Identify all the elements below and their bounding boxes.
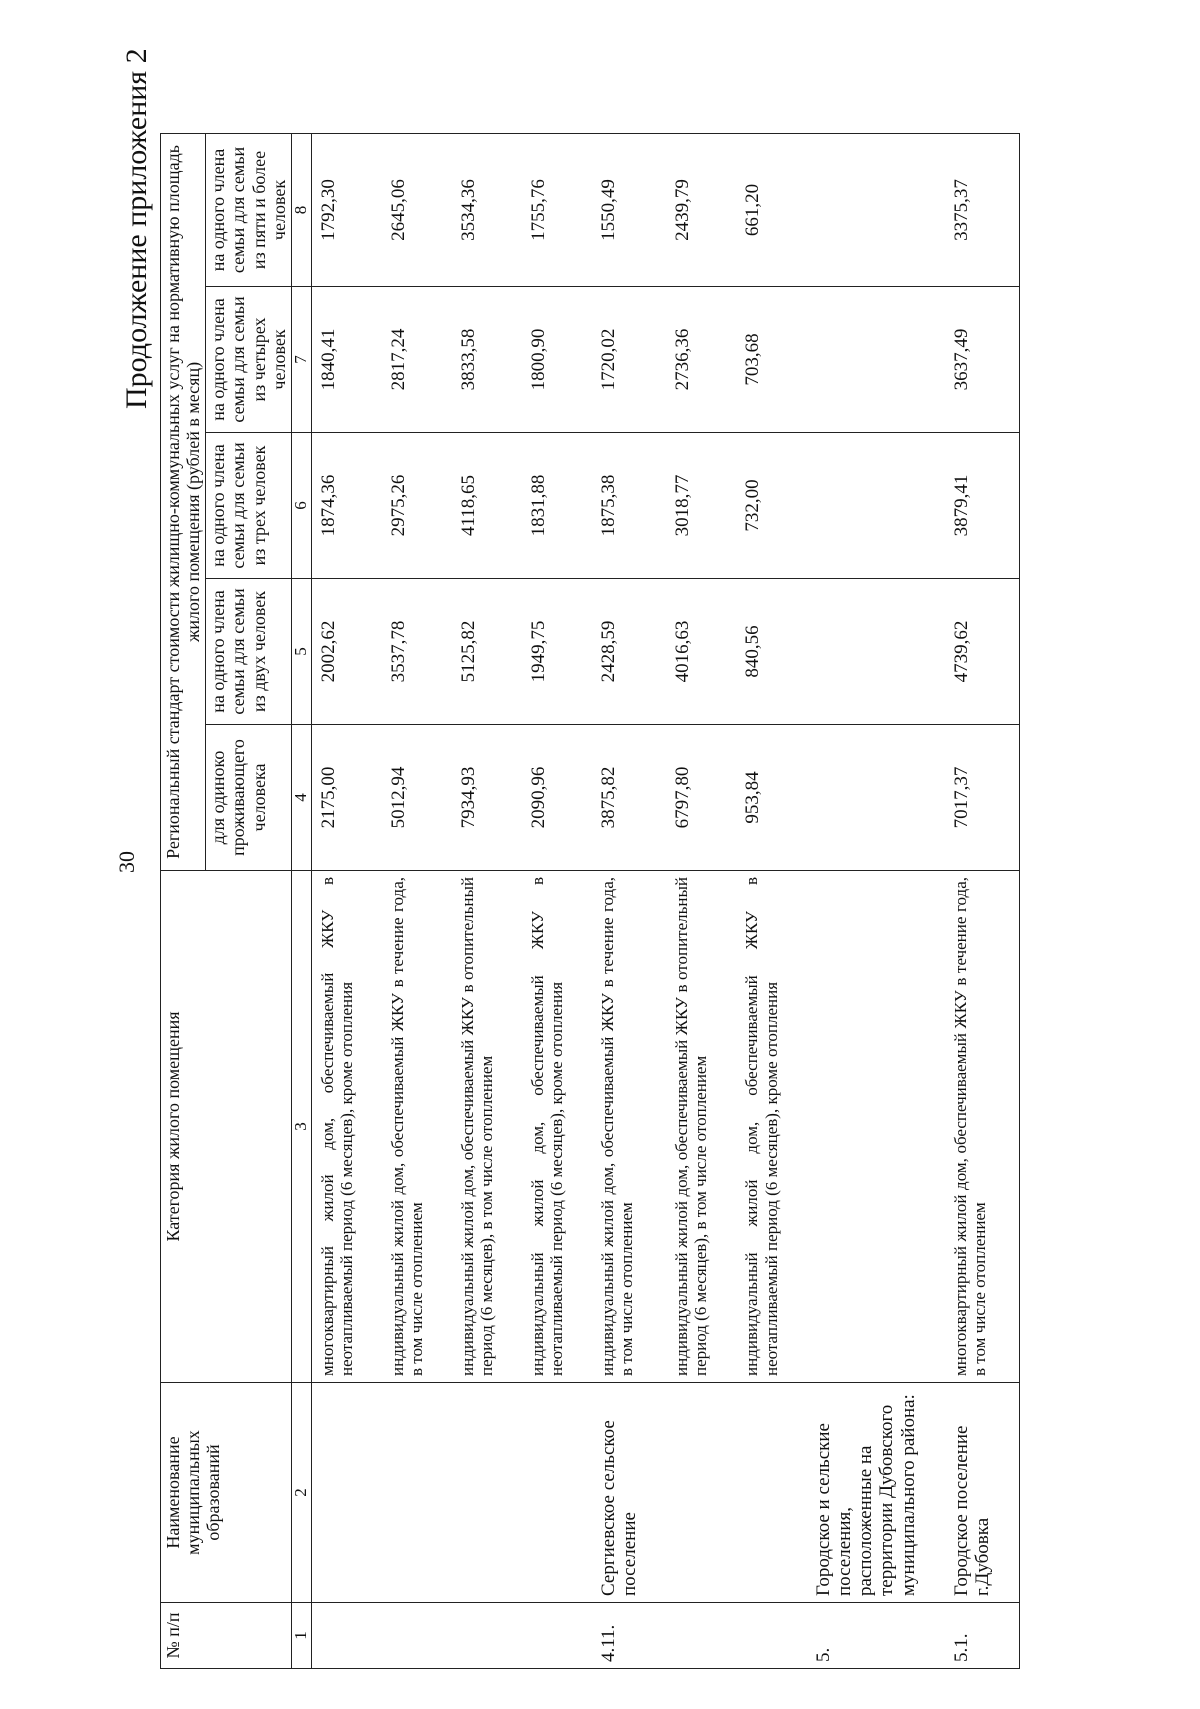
value-family-4: 3833,58 — [452, 287, 522, 433]
value-family-3: 4118,65 — [452, 433, 522, 579]
row-number — [452, 1603, 522, 1669]
header-col8: на одного члена семьи для семьи из пяти и более человек — [206, 133, 292, 286]
row-number: 5.1. — [945, 1603, 1020, 1669]
table-row — [382, 133, 452, 1668]
row-number — [522, 1603, 592, 1669]
value-family-3: 2975,26 — [382, 433, 452, 579]
housing-category: индивидуальный жилой дом, обеспечиваемый ЖКУ в неотапливаемый период (6 месяцев), кроме отопления — [522, 871, 592, 1383]
header-no: № п/п — [161, 1603, 292, 1669]
row-number: 5. — [807, 1603, 945, 1669]
value-family-4: 1800,90 — [522, 287, 592, 433]
page-number: 30 — [114, 851, 139, 873]
value-family-5plus: 3534,36 — [452, 133, 522, 286]
municipality-name — [452, 1383, 522, 1603]
municipality-name — [666, 1383, 736, 1603]
table-row — [807, 133, 945, 1668]
municipality-name — [311, 1383, 382, 1603]
row-number — [382, 1603, 452, 1669]
value-family-3: 3018,77 — [666, 433, 736, 579]
value-family-4: 2817,24 — [382, 287, 452, 433]
housing-category: индивидуальный жилой дом, обеспечиваемый ЖКУ в отопительный период (6 месяцев), в том числе отоплением — [452, 871, 522, 1383]
municipality-name — [522, 1383, 592, 1603]
housing-category: многоквартирный жилой дом, обеспечиваемый ЖКУ в течение года, в том числе отоплением — [945, 871, 1020, 1383]
value-family-4: 1840,41 — [311, 287, 382, 433]
value-single: 3875,82 — [592, 725, 667, 871]
value-family-4: 3637,49 — [945, 287, 1020, 433]
header-col4: для одиноко проживающего человека — [206, 725, 292, 871]
housing-category: многоквартирный жилой дом, обеспечиваемый ЖКУ в неотапливаемый период (6 месяцев), кроме отопления — [311, 871, 382, 1383]
table-row — [311, 133, 382, 1668]
column-number: 5 — [291, 579, 311, 725]
column-number: 1 — [291, 1603, 311, 1669]
value-family-4: 703,68 — [736, 287, 806, 433]
value-single: 7934,93 — [452, 725, 522, 871]
value-family-4: 1720,02 — [592, 287, 667, 433]
value-family-2: 4739,62 — [945, 579, 1020, 725]
value-family-5plus: 1550,49 — [592, 133, 667, 286]
table-row — [945, 133, 1020, 1668]
header-col5: на одного члена семьи для семьи из двух человек — [206, 579, 292, 725]
value-family-2: 5125,82 — [452, 579, 522, 725]
value-family-5plus: 661,20 — [736, 133, 806, 286]
value-family-2 — [807, 579, 945, 725]
value-single: 2090,96 — [522, 725, 592, 871]
value-family-3: 1831,88 — [522, 433, 592, 579]
value-family-3: 3879,41 — [945, 433, 1020, 579]
value-single: 6797,80 — [666, 725, 736, 871]
value-family-4 — [807, 287, 945, 433]
header-col7: на одного члена семьи для семьи из четырех человек — [206, 287, 292, 433]
column-numbers-row — [291, 133, 311, 1668]
value-family-3: 1874,36 — [311, 433, 382, 579]
housing-category — [807, 871, 945, 1383]
header-name: Наименование муниципальных образований — [161, 1383, 292, 1603]
row-number: 4.11. — [592, 1603, 667, 1669]
value-family-4: 2736,36 — [666, 287, 736, 433]
column-number: 6 — [291, 433, 311, 579]
housing-category: индивидуальный жилой дом, обеспечиваемый ЖКУ в течение года, в том числе отоплением — [592, 871, 667, 1383]
value-single: 5012,94 — [382, 725, 452, 871]
table-row — [592, 133, 667, 1668]
table-row — [666, 133, 736, 1668]
value-single: 953,84 — [736, 725, 806, 871]
value-family-2: 2002,62 — [311, 579, 382, 725]
value-family-2: 4016,63 — [666, 579, 736, 725]
table-row — [736, 133, 806, 1668]
value-family-2: 3537,78 — [382, 579, 452, 725]
column-number: 2 — [291, 1383, 311, 1603]
value-family-2: 840,56 — [736, 579, 806, 725]
municipality-name: Сергиевское сельское поселение — [592, 1383, 667, 1603]
continuation-title: Продолжение приложения 2 — [120, 48, 153, 409]
header-standard-group: Региональный стандарт стоимости жилищно-коммунальных услуг на нормативную площадь жилого помещения (рублей в месяц) — [161, 133, 206, 870]
value-family-3: 732,00 — [736, 433, 806, 579]
value-family-5plus: 3375,37 — [945, 133, 1020, 286]
value-family-5plus: 2645,06 — [382, 133, 452, 286]
tariff-table — [160, 133, 1020, 1669]
municipality-name — [382, 1383, 452, 1603]
housing-category: индивидуальный жилой дом, обеспечиваемый ЖКУ в течение года, в том числе отоплением — [382, 871, 452, 1383]
column-number: 8 — [291, 133, 311, 286]
row-number — [736, 1603, 806, 1669]
value-single: 2175,00 — [311, 725, 382, 871]
value-family-3: 1875,38 — [592, 433, 667, 579]
value-family-3 — [807, 433, 945, 579]
value-family-5plus: 1792,30 — [311, 133, 382, 286]
value-family-5plus: 2439,79 — [666, 133, 736, 286]
value-family-2: 2428,59 — [592, 579, 667, 725]
municipality-name: Городское и сельские поселения, расположенные на территории Дубовского муниципального района: — [807, 1383, 945, 1603]
municipality-name: Городское поселение г.Дубовка — [945, 1383, 1020, 1603]
housing-category: индивидуальный жилой дом, обеспечиваемый ЖКУ в отопительный период (6 месяцев), в том числе отоплением — [666, 871, 736, 1383]
table-row — [522, 133, 592, 1668]
housing-category: индивидуальный жилой дом, обеспечиваемый ЖКУ в неотапливаемый период (6 месяцев), кроме отопления — [736, 871, 806, 1383]
value-family-2: 1949,75 — [522, 579, 592, 725]
column-number: 4 — [291, 725, 311, 871]
row-number — [666, 1603, 736, 1669]
column-number: 7 — [291, 287, 311, 433]
header-category: Категория жилого помещения — [161, 871, 292, 1383]
header-col6: на одного члена семьи для семьи из трех человек — [206, 433, 292, 579]
row-number — [311, 1603, 382, 1669]
municipality-name — [736, 1383, 806, 1603]
value-family-5plus — [807, 133, 945, 286]
value-single: 7017,37 — [945, 725, 1020, 871]
value-family-5plus: 1755,76 — [522, 133, 592, 286]
column-number: 3 — [291, 871, 311, 1383]
table-row — [452, 133, 522, 1668]
value-single — [807, 725, 945, 871]
